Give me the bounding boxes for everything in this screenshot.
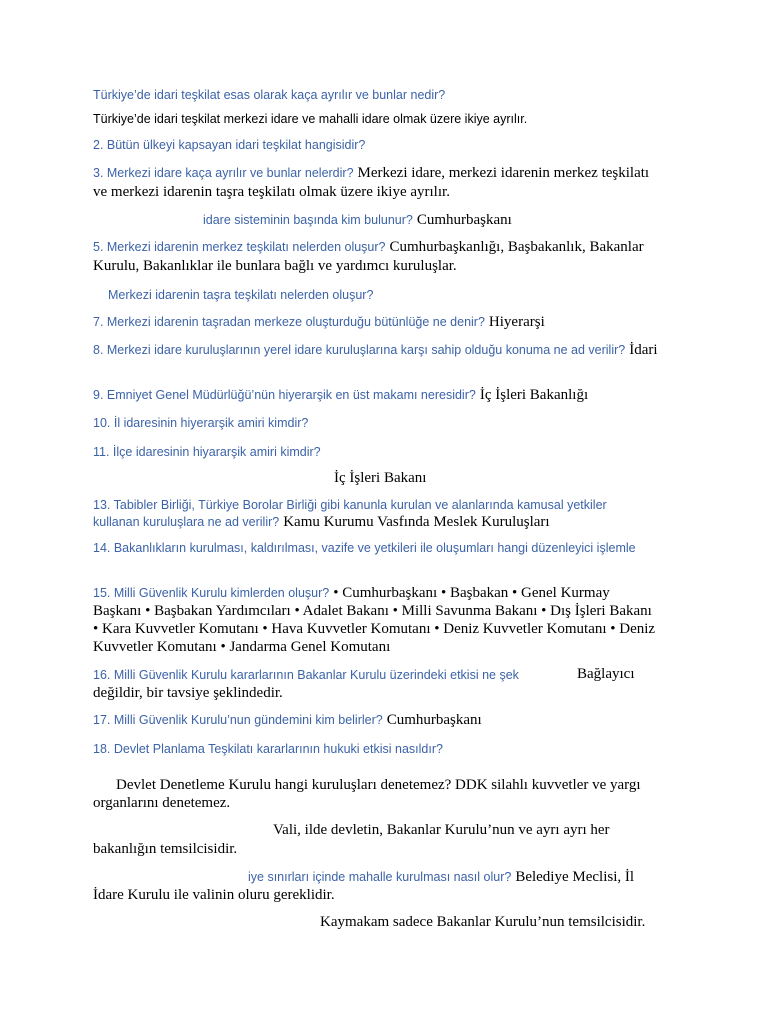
answer-21-cont: İdare Kurulu ile valinin oluru gereklidir. <box>93 887 335 903</box>
question-14: 14. Bakanlıkların kurulması, kaldırılması, vazife ve yetkileri ile oluşumları hangi düzenleyici işlemle <box>93 541 636 555</box>
qa-8 <box>93 341 658 359</box>
answer-11: İç İşleri Bakanı <box>334 470 427 486</box>
answer-13: Kamu Kurumu Vasfında Meslek Kuruluşları <box>283 514 550 530</box>
answer-5-cont: Kurulu, Bakanlıklar ile bunlara bağlı ve yardımcı kuruluşlar. <box>93 258 457 274</box>
question-13-cont: kullanan kuruluşlara ne ad verilir? <box>93 515 280 529</box>
question-8: 8. Merkezi idare kuruluşlarının yerel idare kuruluşlarına karşı sahip olduğu konuma ne ad verilir? <box>93 343 626 357</box>
qa-5-line-1 <box>93 238 644 256</box>
paragraph-19-cont: organlarını denetemez. <box>93 795 231 811</box>
answer-17: Cumhurbaşkanı <box>386 712 482 728</box>
answer-15-line-4: Kuvvetler Komutanı • Jandarma Genel Komutanı <box>93 639 391 655</box>
question-7: 7. Merkezi idarenin taşradan merkeze oluşturduğu bütünlüğe ne denir? <box>93 315 485 329</box>
qa-17 <box>93 711 482 729</box>
question-13: 13. Tabibler Birliği, Türkiye Borolar Birliği gibi kanunla kurulan ve alanlarında kamusal yetkiler <box>93 498 607 512</box>
answer-16-cont: değildir, bir tavsiye şeklindedir. <box>93 685 283 701</box>
answer-21: Belediye Meclisi, İl <box>515 869 635 885</box>
question-6: Merkezi idarenin taşra teşkilatı nelerden oluşur? <box>108 288 374 302</box>
answer-4: Cumhurbaşkanı <box>416 212 512 228</box>
answer-15: • Cumhurbaşkanı • Başbakan • Genel Kurmay <box>333 585 610 601</box>
question-16: 16. Milli Güvenlik Kurulu kararlarının Bakanlar Kurulu üzerindeki etkisi ne şek <box>93 668 519 682</box>
question-1: Türkiye’de idari teşkilat esas olarak kaça ayrılır ve bunlar nedir? <box>93 88 446 102</box>
question-3: 3. Merkezi idare kaça ayrılır ve bunlar nelerdir? <box>93 166 354 180</box>
qa-21 <box>248 868 634 886</box>
qa-13-line-2 <box>93 513 550 531</box>
paragraph-19: Devlet Denetleme Kurulu hangi kuruluşları denetemez? DDK silahlı kuvvetler ve yargı <box>116 777 641 793</box>
answer-15-line-2: Başkanı • Başbakan Yardımcıları • Adalet Bakanı • Milli Savunma Bakanı • Dış İşleri Bakanı <box>93 603 652 619</box>
paragraph-20-cont: bakanlığın temsilcisidir. <box>93 841 238 857</box>
qa-9 <box>93 386 588 404</box>
question-10: 10. İl idaresinin hiyerarşik amiri kimdir? <box>93 416 309 430</box>
question-2: 2. Bütün ülkeyi kapsayan idari teşkilat hangisidir? <box>93 138 366 152</box>
answer-8: İdari <box>629 342 658 358</box>
answer-16: Bağlayıcı <box>577 666 635 682</box>
answer-1: Türkiye’de idari teşkilat merkezi idare ve mahalli idare olmak üzere ikiye ayrılır. <box>93 112 528 126</box>
question-11: 11. İlçe idaresinin hiyararşik amiri kimdir? <box>93 445 321 459</box>
qa-3-line-1 <box>93 164 649 182</box>
paragraph-20: Vali, ilde devletin, Bakanlar Kurulu’nun ve ayrı ayrı her <box>273 822 610 838</box>
answer-3-cont: ve merkezi idarenin taşra teşkilatı olmak üzere ikiye ayrılır. <box>93 184 450 200</box>
answer-9: İç İşleri Bakanlığı <box>479 387 589 403</box>
answer-15-line-3: • Kara Kuvvetler Komutanı • Hava Kuvvetler Komutanı • Deniz Kuvvetler Komutanı • Deniz <box>93 621 656 637</box>
qa-7 <box>93 313 545 331</box>
question-5: 5. Merkezi idarenin merkez teşkilatı nelerden oluşur? <box>93 240 386 254</box>
answer-7: Hiyerarşi <box>488 314 545 330</box>
question-9: 9. Emniyet Genel Müdürlüğü’nün hiyerarşik en üst makamı neresidir? <box>93 388 476 402</box>
answer-3: Merkezi idare, merkezi idarenin merkez teşkilatı <box>357 165 650 181</box>
paragraph-22: Kaymakam sadece Bakanlar Kurulu’nun temsilcisidir. <box>320 914 646 930</box>
question-21: iye sınırları içinde mahalle kurulması nasıl olur? <box>248 870 512 884</box>
answer-5: Cumhurbaşkanlığı, Başbakanlık, Bakanlar <box>389 239 644 255</box>
question-15: 15. Milli Güvenlik Kurulu kimlerden oluşur? <box>93 586 330 600</box>
qa-4 <box>203 211 512 229</box>
question-18: 18. Devlet Planlama Teşkilatı kararlarının hukuki etkisi nasıldır? <box>93 742 443 756</box>
qa-15-line-1 <box>93 584 610 602</box>
question-4: idare sisteminin başında kim bulunur? <box>203 213 413 227</box>
question-17: 17. Milli Güvenlik Kurulu’nun gündemini kim belirler? <box>93 713 383 727</box>
